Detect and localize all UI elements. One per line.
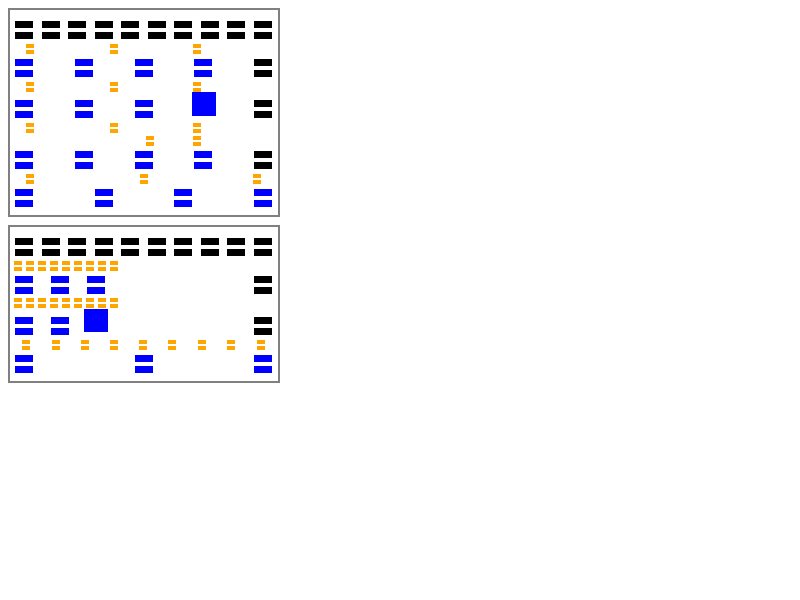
orange-marker-b1-7-upper <box>86 261 94 265</box>
bottom-panel-canvas <box>8 225 280 383</box>
blue-marker-r2-4-lower <box>194 70 212 77</box>
black-marker-b-6-lower <box>148 249 166 256</box>
orange-marker-b5-5-upper <box>139 340 147 344</box>
orange-marker-b5-1-upper <box>22 340 30 344</box>
blue-marker-r2-1-lower <box>15 70 33 77</box>
blue-marker-r8-1-upper <box>15 189 33 196</box>
orange-marker-r5-3-upper <box>193 123 201 127</box>
black-marker-6-lower <box>148 32 166 39</box>
blue-marker-r2-1-upper <box>15 59 33 66</box>
orange-marker-b5-7-lower <box>198 346 206 350</box>
orange-marker-b1-8-upper <box>98 261 106 265</box>
orange-marker-b3-9-upper <box>110 298 118 302</box>
blue-marker-r4-3-lower <box>135 111 153 118</box>
blue-marker-b6-1-lower <box>15 366 33 373</box>
black-marker-r2-right-upper <box>254 59 272 66</box>
black-marker-b-9-lower <box>227 249 245 256</box>
black-marker-b-8-lower <box>201 249 219 256</box>
orange-marker-r3-1-upper <box>26 82 34 86</box>
black-marker-b-10-lower <box>254 249 272 256</box>
orange-marker-b3-4-lower <box>50 304 58 308</box>
orange-marker-r7-1-lower <box>26 180 34 184</box>
black-marker-b-10-upper <box>254 238 272 245</box>
orange-marker-b5-3-upper <box>81 340 89 344</box>
orange-marker-b5-3-lower <box>81 346 89 350</box>
orange-marker-r5-2-upper <box>110 123 118 127</box>
blue-marker-b6-2-lower <box>135 366 153 373</box>
orange-marker-b1-6-upper <box>74 261 82 265</box>
orange-marker-r1-3-upper <box>193 44 201 48</box>
blue-marker-r4-1-upper <box>15 100 33 107</box>
orange-marker-b1-2-upper <box>26 261 34 265</box>
blue-marker-r2-2-upper <box>75 59 93 66</box>
orange-marker-b5-7-upper <box>198 340 206 344</box>
blue-marker-b2-3-lower <box>87 287 105 294</box>
orange-marker-r3-2-lower <box>110 88 118 92</box>
orange-marker-b1-7-lower <box>86 267 94 271</box>
orange-marker-b1-5-upper <box>62 261 70 265</box>
black-marker-r6-right-upper <box>254 151 272 158</box>
orange-marker-b3-1-lower <box>14 304 22 308</box>
black-marker-10-upper <box>254 21 272 28</box>
black-marker-7-lower <box>174 32 192 39</box>
black-marker-b4-right-upper <box>254 317 272 324</box>
blue-marker-r4-1-lower <box>15 111 33 118</box>
orange-marker-b5-1-lower <box>22 346 30 350</box>
black-marker-10-lower <box>254 32 272 39</box>
blue-marker-b6-3-upper <box>254 355 272 362</box>
black-marker-r4-right-lower <box>254 111 272 118</box>
orange-marker-r1-1-upper <box>26 44 34 48</box>
black-marker-b2-right-lower <box>254 287 272 294</box>
black-marker-b-2-upper <box>42 238 60 245</box>
blue-marker-b4-2-upper <box>51 317 69 324</box>
orange-marker-r5-1-upper <box>26 123 34 127</box>
orange-marker-r5b-1-upper <box>146 136 154 140</box>
black-marker-5-upper <box>121 21 139 28</box>
blue-marker-r6-2-upper <box>75 151 93 158</box>
black-marker-b-9-upper <box>227 238 245 245</box>
orange-marker-b1-1-upper <box>14 261 22 265</box>
orange-marker-b5-4-upper <box>110 340 118 344</box>
orange-marker-b3-7-lower <box>86 304 94 308</box>
orange-marker-b3-2-upper <box>26 298 34 302</box>
orange-marker-r5-2-lower <box>110 129 118 133</box>
orange-marker-b3-7-upper <box>86 298 94 302</box>
blue-marker-r8-4-lower <box>254 200 272 207</box>
blue-marker-r6-1-lower <box>15 162 33 169</box>
orange-marker-b3-8-lower <box>98 304 106 308</box>
orange-marker-b3-5-lower <box>62 304 70 308</box>
orange-marker-b1-1-lower <box>14 267 22 271</box>
orange-marker-b5-2-upper <box>52 340 60 344</box>
black-marker-b-7-upper <box>174 238 192 245</box>
blue-marker-r2-3-upper <box>135 59 153 66</box>
orange-marker-r3-3-lower <box>193 88 201 92</box>
blue-marker-r4-2-upper <box>75 100 93 107</box>
blue-block-b4 <box>84 309 108 332</box>
orange-marker-r1-2-lower <box>110 50 118 54</box>
black-marker-r4-right-upper <box>254 100 272 107</box>
blue-marker-r8-3-upper <box>174 189 192 196</box>
black-marker-3-upper <box>68 21 86 28</box>
blue-marker-r6-1-upper <box>15 151 33 158</box>
blue-marker-b6-2-upper <box>135 355 153 362</box>
orange-marker-b3-4-upper <box>50 298 58 302</box>
black-marker-b2-right-upper <box>254 276 272 283</box>
black-marker-b4-right-lower <box>254 328 272 335</box>
orange-marker-r5b-2-lower <box>193 142 201 146</box>
blue-marker-b4-1-lower <box>15 328 33 335</box>
orange-marker-b5-9-lower <box>257 346 265 350</box>
black-marker-b-3-lower <box>68 249 86 256</box>
black-marker-3-lower <box>68 32 86 39</box>
orange-marker-r7-2-lower <box>140 180 148 184</box>
orange-marker-b1-2-lower <box>26 267 34 271</box>
black-marker-5-lower <box>121 32 139 39</box>
blue-marker-r6-3-lower <box>135 162 153 169</box>
orange-marker-r5-3-lower <box>193 129 201 133</box>
black-marker-r2-right-lower <box>254 70 272 77</box>
blue-marker-r2-2-lower <box>75 70 93 77</box>
blue-marker-b2-1-upper <box>15 276 33 283</box>
orange-marker-b5-5-lower <box>139 346 147 350</box>
orange-marker-r3-1-lower <box>26 88 34 92</box>
orange-marker-b1-9-lower <box>110 267 118 271</box>
orange-marker-b3-1-upper <box>14 298 22 302</box>
blue-marker-r6-3-upper <box>135 151 153 158</box>
black-marker-8-lower <box>201 32 219 39</box>
orange-marker-b3-3-upper <box>38 298 46 302</box>
orange-marker-r7-1-upper <box>26 174 34 178</box>
black-marker-b-2-lower <box>42 249 60 256</box>
orange-marker-b5-9-upper <box>257 340 265 344</box>
orange-marker-b1-3-upper <box>38 261 46 265</box>
blue-block-r4 <box>192 92 216 116</box>
blue-marker-b4-2-lower <box>51 328 69 335</box>
orange-marker-b1-6-lower <box>74 267 82 271</box>
black-marker-r6-right-lower <box>254 162 272 169</box>
black-marker-1-upper <box>15 21 33 28</box>
black-marker-b-5-upper <box>121 238 139 245</box>
orange-marker-b3-8-upper <box>98 298 106 302</box>
orange-marker-r7-3-upper <box>253 174 261 178</box>
black-marker-b-7-lower <box>174 249 192 256</box>
orange-marker-b5-8-upper <box>227 340 235 344</box>
blue-marker-b6-1-upper <box>15 355 33 362</box>
orange-marker-r3-3-upper <box>193 82 201 86</box>
black-marker-b-5-lower <box>121 249 139 256</box>
orange-marker-r3-2-upper <box>110 82 118 86</box>
orange-marker-r5b-1-lower <box>146 142 154 146</box>
black-marker-b-1-lower <box>15 249 33 256</box>
orange-marker-b3-6-lower <box>74 304 82 308</box>
black-marker-6-upper <box>148 21 166 28</box>
orange-marker-b1-4-upper <box>50 261 58 265</box>
orange-marker-b1-3-lower <box>38 267 46 271</box>
black-marker-9-upper <box>227 21 245 28</box>
black-marker-b-6-upper <box>148 238 166 245</box>
orange-marker-b5-6-upper <box>168 340 176 344</box>
black-marker-b-1-upper <box>15 238 33 245</box>
orange-marker-b5-6-lower <box>168 346 176 350</box>
black-marker-9-lower <box>227 32 245 39</box>
blue-marker-r8-2-upper <box>95 189 113 196</box>
bottom-panel <box>8 225 280 383</box>
orange-marker-r5-1-lower <box>26 129 34 133</box>
black-marker-b-4-lower <box>95 249 113 256</box>
black-marker-8-upper <box>201 21 219 28</box>
black-marker-1-lower <box>15 32 33 39</box>
orange-marker-b5-2-lower <box>52 346 60 350</box>
black-marker-b-3-upper <box>68 238 86 245</box>
orange-marker-b1-8-lower <box>98 267 106 271</box>
orange-marker-r7-3-lower <box>253 180 261 184</box>
black-marker-4-upper <box>95 21 113 28</box>
orange-marker-r5b-2-upper <box>193 136 201 140</box>
blue-marker-b2-1-lower <box>15 287 33 294</box>
blue-marker-r4-3-upper <box>135 100 153 107</box>
orange-marker-b3-9-lower <box>110 304 118 308</box>
orange-marker-b5-4-lower <box>110 346 118 350</box>
blue-marker-b2-2-lower <box>51 287 69 294</box>
orange-marker-b1-9-upper <box>110 261 118 265</box>
blue-marker-r6-2-lower <box>75 162 93 169</box>
black-marker-b-4-upper <box>95 238 113 245</box>
blue-marker-b6-3-lower <box>254 366 272 373</box>
orange-marker-b3-3-lower <box>38 304 46 308</box>
blue-marker-b4-1-upper <box>15 317 33 324</box>
black-marker-7-upper <box>174 21 192 28</box>
orange-marker-b1-4-lower <box>50 267 58 271</box>
blue-marker-r8-1-lower <box>15 200 33 207</box>
blue-marker-b2-3-upper <box>87 276 105 283</box>
orange-marker-b3-2-lower <box>26 304 34 308</box>
blue-marker-r6-4-lower <box>194 162 212 169</box>
orange-marker-r7-2-upper <box>140 174 148 178</box>
orange-marker-b5-8-lower <box>227 346 235 350</box>
orange-marker-r1-2-upper <box>110 44 118 48</box>
black-marker-2-upper <box>42 21 60 28</box>
orange-marker-b1-5-lower <box>62 267 70 271</box>
blue-marker-r2-4-upper <box>194 59 212 66</box>
black-marker-b-8-upper <box>201 238 219 245</box>
blue-marker-r8-4-upper <box>254 189 272 196</box>
blue-marker-r6-4-upper <box>194 151 212 158</box>
orange-marker-r1-1-lower <box>26 50 34 54</box>
orange-marker-r1-3-lower <box>193 50 201 54</box>
black-marker-2-lower <box>42 32 60 39</box>
top-panel <box>8 8 280 217</box>
orange-marker-b3-5-upper <box>62 298 70 302</box>
blue-marker-r4-2-lower <box>75 111 93 118</box>
blue-marker-r8-3-lower <box>174 200 192 207</box>
blue-marker-r8-2-lower <box>95 200 113 207</box>
blue-marker-b2-2-upper <box>51 276 69 283</box>
black-marker-4-lower <box>95 32 113 39</box>
top-panel-canvas <box>8 8 280 217</box>
orange-marker-b3-6-upper <box>74 298 82 302</box>
blue-marker-r2-3-lower <box>135 70 153 77</box>
